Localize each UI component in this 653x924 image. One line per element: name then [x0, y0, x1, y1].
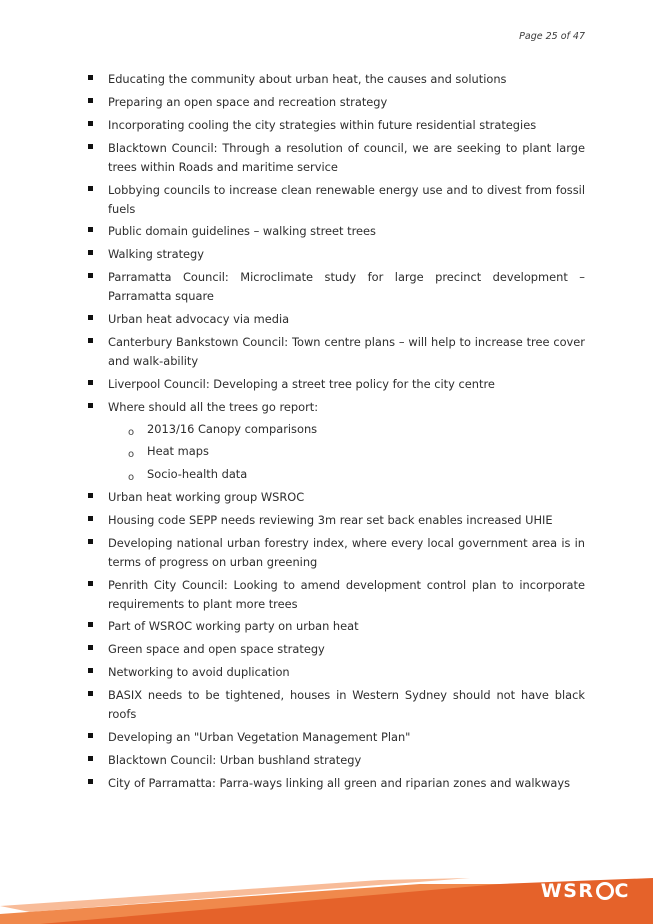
square-bullet-icon — [88, 622, 93, 627]
square-bullet-icon — [88, 273, 93, 278]
square-bullet-icon — [88, 691, 93, 696]
bullet-text: Walking strategy — [108, 247, 205, 262]
sub-bullet-item — [88, 442, 585, 461]
bullet-item — [88, 222, 585, 241]
bullet-text: Green space and open space strategy — [108, 642, 325, 657]
bullet-item — [88, 375, 585, 394]
bullet-item — [88, 333, 585, 371]
bullet-text: Public domain guidelines – walking street trees — [108, 224, 376, 239]
bullet-item — [88, 576, 585, 614]
bullet-text: Housing code SEPP needs reviewing 3m rear set back enables increased UHIE — [108, 512, 553, 527]
bullet-text: BASIX needs to be tightened, houses in Western Sydney should not have black roofs — [108, 688, 585, 722]
square-bullet-icon — [88, 756, 93, 761]
circle-bullet-icon: o — [128, 449, 135, 461]
square-bullet-icon — [88, 645, 93, 650]
bullet-item — [88, 268, 585, 306]
bullet-item — [88, 93, 585, 112]
sub-bullet-item — [88, 465, 585, 484]
bullet-text: Urban heat working group WSROC — [108, 489, 305, 504]
bullet-item — [88, 70, 585, 89]
square-bullet-icon — [88, 250, 93, 255]
sub-bullet-text: Socio-health data — [147, 466, 248, 481]
bullet-item — [88, 728, 585, 747]
square-bullet-icon — [88, 493, 93, 498]
square-bullet-icon — [88, 380, 93, 385]
sub-bullet-list — [88, 420, 585, 484]
square-bullet-icon — [88, 75, 93, 80]
square-bullet-icon — [88, 403, 93, 408]
bullet-item — [88, 751, 585, 770]
bullet-item — [88, 245, 585, 264]
bullet-text: City of Parramatta: Parra-ways linking all green and riparian zones and walkways — [108, 775, 571, 790]
bullet-text: Canterbury Bankstown Council: Town centre plans – will help to increase tree cover and walk-ability — [108, 335, 585, 369]
bullet-text: Urban heat advocacy via media — [108, 312, 290, 327]
bullet-text: Blacktown Council: Urban bushland strategy — [108, 752, 362, 767]
page-number: Page 25 of 47 — [519, 31, 585, 42]
circle-bullet-icon: o — [128, 426, 135, 438]
square-bullet-icon — [88, 144, 93, 149]
bullet-item — [88, 511, 585, 530]
bullet-text: Parramatta Council: Microclimate study for large precinct development – Parramatta square — [108, 270, 585, 304]
sub-bullet-item — [88, 420, 585, 439]
bullet-text: Penrith City Council: Looking to amend development control plan to incorporate requirements to plant more trees — [108, 577, 585, 611]
bullet-item — [88, 534, 585, 572]
bullet-item — [88, 116, 585, 135]
bullet-text: Preparing an open space and recreation strategy — [108, 94, 388, 109]
bullet-item — [88, 181, 585, 219]
square-bullet-icon — [88, 186, 93, 191]
logo-letter-c: C — [614, 880, 630, 902]
bullet-item — [88, 139, 585, 177]
bullet-text: Incorporating cooling the city strategies within future residential strategies — [108, 117, 537, 132]
bullet-item — [88, 686, 585, 724]
square-bullet-icon — [88, 98, 93, 103]
square-bullet-icon — [88, 733, 93, 738]
square-bullet-icon — [88, 668, 93, 673]
square-bullet-icon — [88, 227, 93, 232]
square-bullet-icon — [88, 121, 93, 126]
square-bullet-icon — [88, 315, 93, 320]
square-bullet-icon — [88, 516, 93, 521]
wsroc-logo — [541, 880, 630, 902]
sub-bullet-text: 2013/16 Canopy comparisons — [147, 421, 318, 436]
circle-bullet-icon: o — [128, 471, 135, 483]
bullet-text: Developing national urban forestry index, where every local government area is in terms of progress on urban greening — [108, 535, 585, 569]
bullet-text: Where should all the trees go report: — [108, 399, 319, 414]
bullet-item — [88, 617, 585, 636]
bullet-item — [88, 310, 585, 329]
bullet-text: Educating the community about urban heat, the causes and solutions — [108, 72, 507, 86]
bullet-item — [88, 774, 585, 793]
bullet-item — [88, 488, 585, 507]
bullet-list — [88, 70, 585, 797]
logo-ring-icon — [596, 882, 614, 900]
sub-bullet-text: Heat maps — [147, 444, 209, 459]
bullet-text: Developing an "Urban Vegetation Management Plan" — [108, 730, 411, 744]
bullet-text: Part of WSROC working party on urban heat — [108, 619, 359, 634]
bullet-item — [88, 663, 585, 682]
bullet-text: Liverpool Council: Developing a street tree policy for the city centre — [108, 376, 495, 391]
bullet-text: Networking to avoid duplication — [108, 665, 290, 680]
bullet-item — [88, 398, 585, 484]
bullet-item — [88, 640, 585, 659]
square-bullet-icon — [88, 338, 93, 343]
bullet-text: Blacktown Council: Through a resolution of council, we are seeking to plant large trees within Roads and maritime service — [108, 140, 585, 174]
square-bullet-icon — [88, 779, 93, 784]
bullet-text: Lobbying councils to increase clean renewable energy use and to divest from fossil fuels — [108, 182, 585, 216]
logo-letters-wsr: WSR — [540, 880, 595, 902]
square-bullet-icon — [88, 539, 93, 544]
square-bullet-icon — [88, 581, 93, 586]
